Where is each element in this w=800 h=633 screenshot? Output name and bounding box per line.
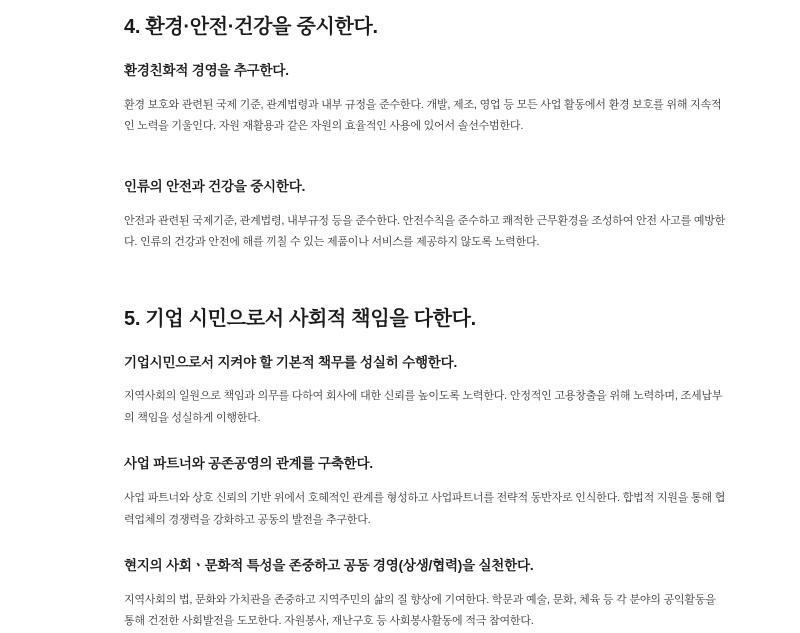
section-corporate-social-responsibility — [124, 306, 728, 633]
block-heading: 현지의 사회ㆍ문화적 특성을 존중하고 공동 경영(상생/협력)을 실천한다. — [124, 558, 534, 574]
section-title: 4. 환경·안전·건강을 중시한다. — [124, 16, 378, 38]
block-heading: 환경친화적 경영을 추구한다. — [124, 63, 289, 78]
content-block — [124, 354, 728, 430]
block-heading: 기업시민으로서 지켜야 할 기본적 책무를 성실히 수행한다. — [124, 354, 458, 370]
block-paragraph: 안전과 관련된 국제기준, 관계법령, 내부규정 등을 준수한다. 안전수칙을 준수하고 쾌적한 근무환경을 조성하여 안전 사고를 예방한다. 인류의 건강과 안전에 해를 끼칠 수 있는 제품이나 서비스를 제공하지 않도록 노력한다. — [124, 214, 726, 249]
section-environment-safety-health — [124, 14, 728, 254]
block-paragraph: 지역사회의 법, 문화와 가치관을 존중하고 지역주민의 삶의 질 향상에 기여한다. 학문과 예술, 문화, 체육 등 각 분야의 공익활동을 통해 건전한 사회발전을 도모한다. 자원봉사, 재난구호 등 사회봉사활동에 적극 참여한다. — [124, 593, 716, 628]
block-paragraph: 사업 파트너와 상호 신뢰의 기반 위에서 호혜적인 관계를 형성하고 사업파트너를 전략적 동반자로 인식한다. 합법적 지원을 통해 협력업체의 경쟁력을 강화하고 공동의 발전을 추구한다. — [124, 492, 726, 526]
content-block — [124, 455, 728, 531]
section-title: 5. 기업 시민으로서 사회적 책임을 다한다. — [124, 307, 476, 330]
block-paragraph: 환경 보호와 관련된 국제 기준, 관계법령과 내부 규정을 준수한다. 개발, 제조, 영업 등 모든 사업 활동에서 환경 보호를 위해 지속적인 노력을 기울인다. 자원 재활용과 같은 자원의 효율적인 사용에 있어서 솔선수범한다. — [124, 98, 722, 133]
block-heading: 인류의 안전과 건강을 중시한다. — [124, 178, 306, 194]
content-block — [124, 178, 728, 254]
content-block — [124, 62, 728, 138]
block-heading: 사업 파트너와 공존공영의 관계를 구축한다. — [124, 456, 373, 472]
spacer — [124, 164, 728, 178]
block-paragraph: 지역사회의 일원으로 책임과 의무를 다하여 회사에 대한 신뢰를 높이도록 노력한다. 안정적인 고용창출을 위해 노력하며, 조세납부의 책임을 성실하게 이행한다. — [124, 390, 723, 424]
content-block — [124, 557, 728, 633]
